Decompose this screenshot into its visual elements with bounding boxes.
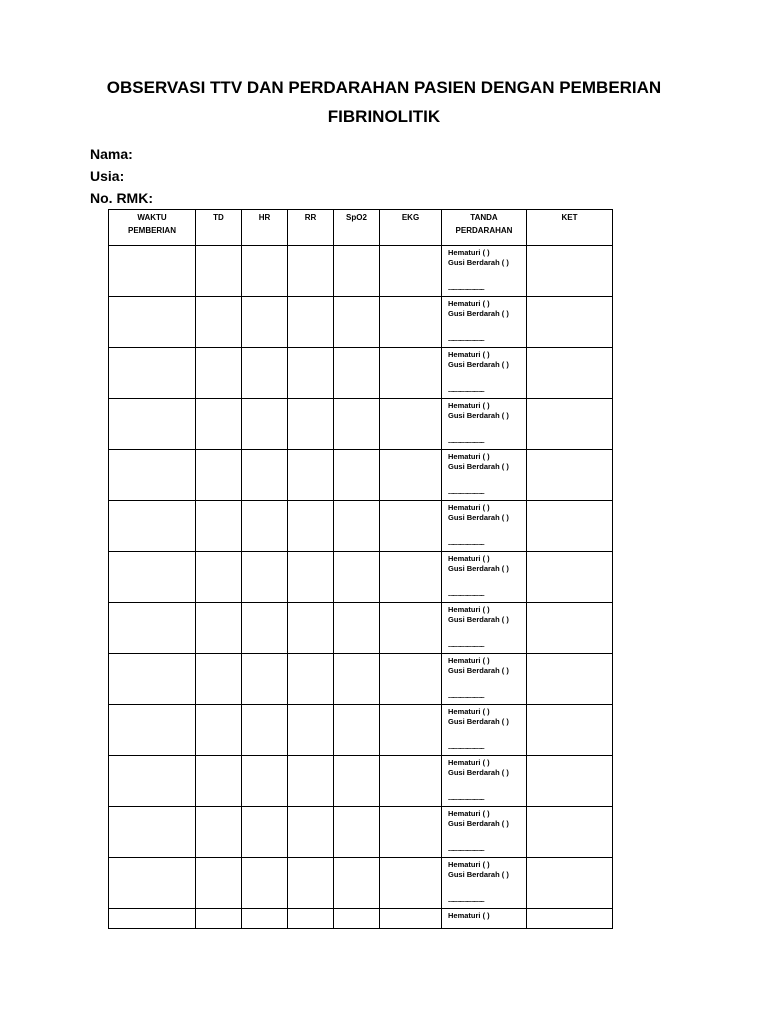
dotted-fill-line: ............................... — [448, 541, 485, 547]
no-rmk-field-label: No. RMK: — [90, 190, 153, 206]
cell-td[interactable] — [196, 603, 242, 654]
cell-ket[interactable] — [527, 756, 613, 807]
cell-td[interactable] — [196, 297, 242, 348]
cell-rr[interactable] — [288, 807, 334, 858]
cell-td[interactable] — [196, 246, 242, 297]
cell-waktu-pemberian[interactable] — [109, 858, 196, 909]
cell-td[interactable] — [196, 858, 242, 909]
gusi-berdarah-label: Gusi Berdarah ( ) — [448, 666, 509, 675]
cell-ket[interactable] — [527, 909, 613, 929]
table-row — [109, 603, 613, 654]
cell-td[interactable] — [196, 756, 242, 807]
cell-td[interactable] — [196, 705, 242, 756]
cell-ket[interactable] — [527, 450, 613, 501]
cell-spo2[interactable] — [334, 501, 380, 552]
cell-rr[interactable] — [288, 858, 334, 909]
cell-hr[interactable] — [242, 858, 288, 909]
cell-ekg[interactable] — [380, 705, 442, 756]
cell-waktu-pemberian[interactable] — [109, 246, 196, 297]
cell-ket[interactable] — [527, 603, 613, 654]
cell-waktu-pemberian[interactable] — [109, 501, 196, 552]
hematuri-label: Hematuri ( ) — [448, 503, 490, 512]
cell-ket[interactable] — [527, 552, 613, 603]
cell-ket[interactable] — [527, 705, 613, 756]
nama-field-label: Nama: — [90, 146, 133, 162]
cell-td[interactable] — [196, 909, 242, 929]
cell-rr[interactable] — [288, 450, 334, 501]
gusi-berdarah-label: Gusi Berdarah ( ) — [448, 411, 509, 420]
cell-waktu-pemberian[interactable] — [109, 399, 196, 450]
cell-ket[interactable] — [527, 807, 613, 858]
cell-tanda-perdarahan[interactable] — [442, 246, 527, 297]
cell-rr[interactable] — [288, 348, 334, 399]
header-tanda-line-2: PERDARAHAN — [455, 226, 513, 235]
cell-spo2[interactable] — [334, 297, 380, 348]
document-title-line-1: OBSERVASI TTV DAN PERDARAHAN PASIEN DENGAN PEMBERIAN — [106, 78, 662, 97]
cell-td[interactable] — [196, 654, 242, 705]
gusi-berdarah-label: Gusi Berdarah ( ) — [448, 258, 509, 267]
cell-waktu-pemberian[interactable] — [109, 909, 196, 929]
table-row — [109, 450, 613, 501]
table-row — [109, 654, 613, 705]
table-row — [109, 297, 613, 348]
cell-waktu-pemberian[interactable] — [109, 603, 196, 654]
cell-ket[interactable] — [527, 501, 613, 552]
header-tanda-line-1: TANDA — [470, 213, 498, 222]
document-title-line-2: FIBRINOLITIK — [327, 107, 441, 126]
hematuri-label: Hematuri ( ) — [448, 809, 490, 818]
dotted-fill-line: ............................... — [448, 286, 485, 292]
cell-hr[interactable] — [242, 552, 288, 603]
header-rr: RR — [288, 210, 334, 246]
usia-field-label: Usia: — [90, 168, 125, 184]
cell-rr[interactable] — [288, 399, 334, 450]
hematuri-label: Hematuri ( ) — [448, 860, 490, 869]
cell-tanda-perdarahan[interactable] — [442, 603, 527, 654]
cell-spo2[interactable] — [334, 246, 380, 297]
observation-table — [108, 209, 613, 929]
hematuri-label: Hematuri ( ) — [448, 452, 490, 461]
cell-ekg[interactable] — [380, 909, 442, 929]
cell-rr[interactable] — [288, 297, 334, 348]
header-tanda-perdarahan — [442, 210, 527, 246]
dotted-fill-line: ............................... — [448, 439, 485, 445]
cell-ekg[interactable] — [380, 756, 442, 807]
table-row — [109, 552, 613, 603]
cell-ekg[interactable] — [380, 603, 442, 654]
hematuri-label: Hematuri ( ) — [448, 707, 490, 716]
hematuri-label: Hematuri ( ) — [448, 605, 490, 614]
cell-rr[interactable] — [288, 603, 334, 654]
cell-ket[interactable] — [527, 399, 613, 450]
gusi-berdarah-label: Gusi Berdarah ( ) — [448, 819, 509, 828]
cell-rr[interactable] — [288, 654, 334, 705]
cell-tanda-perdarahan[interactable] — [442, 348, 527, 399]
cell-waktu-pemberian[interactable] — [109, 552, 196, 603]
table-row — [109, 807, 613, 858]
cell-tanda-perdarahan[interactable] — [442, 297, 527, 348]
dotted-fill-line: ............................... — [448, 796, 485, 802]
cell-hr[interactable] — [242, 807, 288, 858]
dotted-fill-line: ............................... — [448, 592, 485, 598]
cell-hr[interactable] — [242, 909, 288, 929]
cell-spo2[interactable] — [334, 450, 380, 501]
header-td: TD — [196, 210, 242, 246]
cell-rr[interactable] — [288, 909, 334, 929]
cell-hr[interactable] — [242, 654, 288, 705]
hematuri-label: Hematuri ( ) — [448, 554, 490, 563]
table-row — [109, 756, 613, 807]
cell-spo2[interactable] — [334, 654, 380, 705]
cell-ekg[interactable] — [380, 501, 442, 552]
cell-hr[interactable] — [242, 348, 288, 399]
cell-tanda-perdarahan[interactable] — [442, 501, 527, 552]
cell-rr[interactable] — [288, 756, 334, 807]
cell-tanda-perdarahan[interactable] — [442, 909, 527, 929]
cell-ket[interactable] — [527, 348, 613, 399]
table-row — [109, 858, 613, 909]
cell-tanda-perdarahan[interactable] — [442, 399, 527, 450]
cell-ekg[interactable] — [380, 297, 442, 348]
cell-ekg[interactable] — [380, 399, 442, 450]
cell-hr[interactable] — [242, 246, 288, 297]
gusi-berdarah-label: Gusi Berdarah ( ) — [448, 870, 509, 879]
cell-ekg[interactable] — [380, 654, 442, 705]
cell-td[interactable] — [196, 348, 242, 399]
cell-ket[interactable] — [527, 654, 613, 705]
cell-rr[interactable] — [288, 705, 334, 756]
cell-td[interactable] — [196, 807, 242, 858]
hematuri-label: Hematuri ( ) — [448, 401, 490, 410]
cell-hr[interactable] — [242, 450, 288, 501]
cell-hr[interactable] — [242, 756, 288, 807]
cell-ekg[interactable] — [380, 348, 442, 399]
hematuri-label: Hematuri ( ) — [448, 350, 490, 359]
cell-hr[interactable] — [242, 297, 288, 348]
cell-ekg[interactable] — [380, 807, 442, 858]
dotted-fill-line: ............................... — [448, 745, 485, 751]
cell-rr[interactable] — [288, 246, 334, 297]
cell-spo2[interactable] — [334, 756, 380, 807]
cell-waktu-pemberian[interactable] — [109, 450, 196, 501]
table-row — [109, 246, 613, 297]
cell-waktu-pemberian[interactable] — [109, 756, 196, 807]
cell-ekg[interactable] — [380, 246, 442, 297]
cell-waktu-pemberian[interactable] — [109, 807, 196, 858]
cell-tanda-perdarahan[interactable] — [442, 450, 527, 501]
dotted-fill-line: ............................... — [448, 847, 485, 853]
table-row — [109, 705, 613, 756]
cell-hr[interactable] — [242, 603, 288, 654]
cell-rr[interactable] — [288, 552, 334, 603]
table-row — [109, 501, 613, 552]
gusi-berdarah-label: Gusi Berdarah ( ) — [448, 360, 509, 369]
cell-tanda-perdarahan[interactable] — [442, 654, 527, 705]
cell-tanda-perdarahan[interactable] — [442, 858, 527, 909]
cell-td[interactable] — [196, 501, 242, 552]
cell-spo2[interactable] — [334, 858, 380, 909]
cell-spo2[interactable] — [334, 348, 380, 399]
cell-td[interactable] — [196, 552, 242, 603]
table-row — [109, 909, 613, 929]
cell-tanda-perdarahan[interactable] — [442, 552, 527, 603]
cell-hr[interactable] — [242, 399, 288, 450]
cell-hr[interactable] — [242, 705, 288, 756]
gusi-berdarah-label: Gusi Berdarah ( ) — [448, 564, 509, 573]
cell-ekg[interactable] — [380, 552, 442, 603]
cell-waktu-pemberian[interactable] — [109, 654, 196, 705]
cell-spo2[interactable] — [334, 909, 380, 929]
cell-spo2[interactable] — [334, 399, 380, 450]
cell-rr[interactable] — [288, 501, 334, 552]
cell-ket[interactable] — [527, 858, 613, 909]
hematuri-label: Hematuri ( ) — [448, 758, 490, 767]
dotted-fill-line: ............................... — [448, 490, 485, 496]
dotted-fill-line: ............................... — [448, 898, 485, 904]
cell-ekg[interactable] — [380, 858, 442, 909]
dotted-fill-line: ............................... — [448, 694, 485, 700]
header-ket: KET — [527, 210, 613, 246]
table-header-row — [109, 210, 613, 246]
cell-waktu-pemberian[interactable] — [109, 705, 196, 756]
cell-hr[interactable] — [242, 501, 288, 552]
cell-spo2[interactable] — [334, 603, 380, 654]
header-waktu-pemberian — [109, 210, 196, 246]
gusi-berdarah-label: Gusi Berdarah ( ) — [448, 513, 509, 522]
header-hr: HR — [242, 210, 288, 246]
cell-tanda-perdarahan[interactable] — [442, 756, 527, 807]
dotted-fill-line: ............................... — [448, 337, 485, 343]
gusi-berdarah-label: Gusi Berdarah ( ) — [448, 768, 509, 777]
header-spo2: SpO2 — [334, 210, 380, 246]
cell-waktu-pemberian[interactable] — [109, 297, 196, 348]
table-row — [109, 399, 613, 450]
cell-tanda-perdarahan[interactable] — [442, 807, 527, 858]
cell-ket[interactable] — [527, 246, 613, 297]
hematuri-label: Hematuri ( ) — [448, 656, 490, 665]
dotted-fill-line: ............................... — [448, 388, 485, 394]
gusi-berdarah-label: Gusi Berdarah ( ) — [448, 462, 509, 471]
header-waktu-line-2: PEMBERIAN — [127, 226, 176, 235]
table-row — [109, 348, 613, 399]
hematuri-label: Hematuri ( ) — [448, 911, 490, 920]
cell-spo2[interactable] — [334, 552, 380, 603]
gusi-berdarah-label: Gusi Berdarah ( ) — [448, 309, 509, 318]
cell-spo2[interactable] — [334, 705, 380, 756]
cell-td[interactable] — [196, 450, 242, 501]
cell-ekg[interactable] — [380, 450, 442, 501]
cell-waktu-pemberian[interactable] — [109, 348, 196, 399]
hematuri-label: Hematuri ( ) — [448, 299, 490, 308]
cell-td[interactable] — [196, 399, 242, 450]
gusi-berdarah-label: Gusi Berdarah ( ) — [448, 717, 509, 726]
header-ekg: EKG — [380, 210, 442, 246]
gusi-berdarah-label: Gusi Berdarah ( ) — [448, 615, 509, 624]
dotted-fill-line: ............................... — [448, 643, 485, 649]
hematuri-label: Hematuri ( ) — [448, 248, 490, 257]
cell-ket[interactable] — [527, 297, 613, 348]
header-waktu-line-1: WAKTU — [137, 213, 167, 222]
cell-tanda-perdarahan[interactable] — [442, 705, 527, 756]
cell-spo2[interactable] — [334, 807, 380, 858]
